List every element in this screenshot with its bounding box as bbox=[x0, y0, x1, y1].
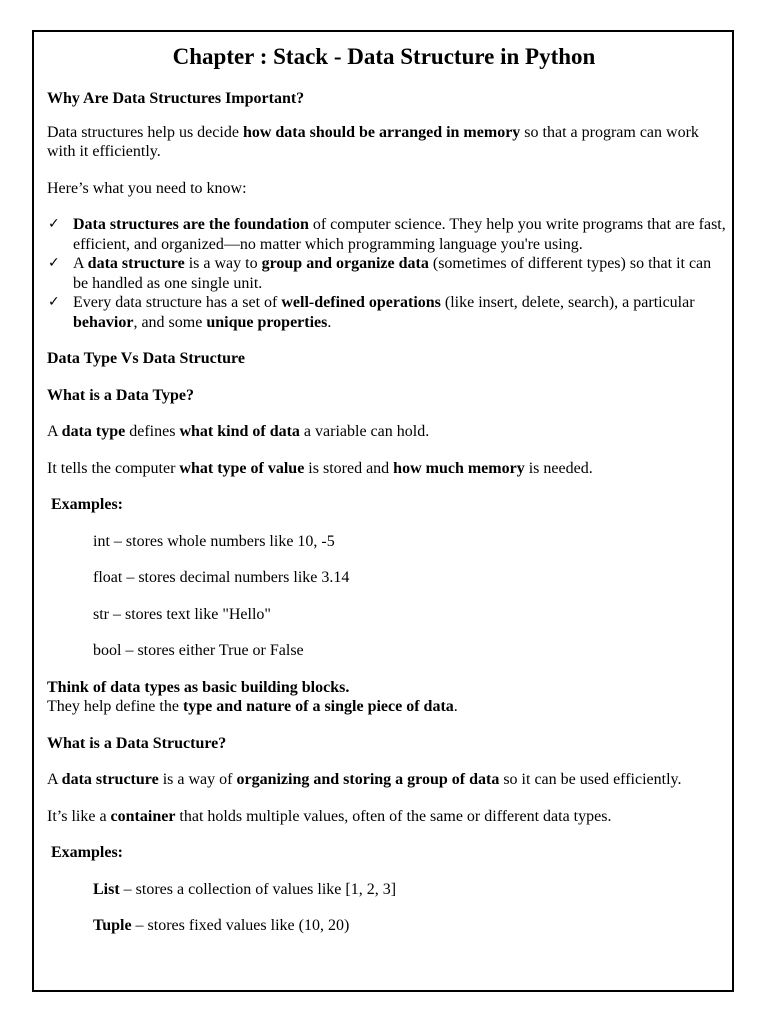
bold-text: group and organize data bbox=[261, 255, 429, 272]
bold-text: List bbox=[93, 880, 120, 898]
text-run: so that a program can work with it efficiently. bbox=[47, 123, 699, 160]
examples-label: Examples: bbox=[51, 844, 123, 861]
checklist-item-text bbox=[73, 216, 726, 253]
text-run: A bbox=[47, 771, 62, 788]
paragraph-container bbox=[47, 807, 727, 827]
example-tuple bbox=[93, 916, 727, 936]
bold-text: what kind of data bbox=[179, 423, 300, 440]
checkmark-icon: ✓ bbox=[48, 255, 60, 271]
text-run: Every data structure has a set of bbox=[73, 294, 282, 311]
bold-text: data type bbox=[61, 423, 126, 440]
text-run: A bbox=[47, 423, 62, 440]
example-int: int – stores whole numbers like 10, -5 bbox=[93, 532, 335, 550]
text-run: It tells the computer bbox=[47, 459, 180, 477]
bold-text: how much memory bbox=[393, 459, 525, 477]
example-bool: bool – stores either True or False bbox=[93, 642, 304, 659]
bold-text: Tuple bbox=[93, 917, 132, 934]
text-run: is needed. bbox=[524, 459, 593, 477]
text-run: They help define the bbox=[47, 698, 183, 715]
text-run: (like insert, delete, search), a particular bbox=[440, 294, 695, 311]
example-str: str – stores text like "Hello" bbox=[93, 605, 271, 623]
text-run: , and some bbox=[133, 313, 207, 331]
bold-text: how data should be arranged in memory bbox=[242, 123, 521, 141]
checkmark-icon: ✓ bbox=[48, 294, 60, 310]
text-run: is stored and bbox=[304, 459, 394, 477]
checklist-item bbox=[47, 293, 727, 332]
text-run: so it can be used efficiently. bbox=[499, 771, 682, 788]
paragraph-data-type-def bbox=[47, 422, 727, 442]
checkmark-icon: ✓ bbox=[48, 216, 60, 232]
text-run: that holds multiple values, often of the same or different data types. bbox=[175, 807, 612, 825]
heading-what-is-data-type: What is a Data Type? bbox=[47, 386, 194, 404]
bold-text: what type of value bbox=[179, 459, 305, 477]
heading-what-is-data-structure: What is a Data Structure? bbox=[47, 734, 227, 752]
heading-type-vs-structure: Data Type Vs Data Structure bbox=[47, 350, 245, 367]
chapter-title: Chapter : Stack - Data Structure in Python bbox=[172, 44, 596, 69]
checklist-item-text bbox=[73, 294, 695, 331]
bold-text: container bbox=[110, 807, 176, 825]
example-float: float – stores decimal numbers like 3.14 bbox=[93, 569, 350, 586]
text-run: . bbox=[453, 698, 458, 715]
paragraph-data-structure-def bbox=[47, 770, 727, 790]
text-run: Data structures help us decide bbox=[47, 123, 243, 141]
document-body bbox=[47, 43, 727, 936]
bold-text: behavior bbox=[73, 313, 134, 331]
checklist-item-text bbox=[73, 255, 711, 292]
text-run: a variable can hold. bbox=[299, 423, 430, 440]
text-run: A bbox=[73, 255, 88, 272]
examples-label: Examples: bbox=[51, 496, 123, 513]
example-list bbox=[93, 880, 727, 900]
bold-text: data structure bbox=[61, 771, 159, 788]
text-run: (sometimes of different types) so that it can be handled as one single unit. bbox=[73, 255, 712, 292]
heading-why-important: Why Are Data Structures Important? bbox=[47, 90, 305, 107]
bold-text: unique properties bbox=[206, 313, 328, 331]
bold-text: type and nature of a single piece of data bbox=[182, 698, 454, 715]
paragraph-data-type-tells bbox=[47, 459, 727, 479]
bold-text: Data structures are the foundation bbox=[73, 216, 309, 233]
text-run: is a way to bbox=[184, 255, 262, 272]
text-run: – stores fixed values like (10, 20) bbox=[131, 917, 350, 934]
checklist-item bbox=[47, 254, 727, 293]
checklist-item bbox=[47, 215, 727, 254]
text-run: is a way of bbox=[158, 771, 237, 788]
text-run: It’s like a bbox=[47, 807, 111, 825]
bold-text: organizing and storing a group of data bbox=[236, 771, 500, 788]
paragraph-intro bbox=[47, 123, 727, 162]
note-building-blocks: Think of data types as basic building blocks. bbox=[47, 678, 350, 696]
bold-text: data structure bbox=[87, 255, 185, 272]
checklist bbox=[47, 215, 727, 332]
text-run: – stores a collection of values like [1, 2, 3] bbox=[119, 880, 397, 898]
note-define-type bbox=[47, 697, 727, 717]
paragraph-need-to-know: Here’s what you need to know: bbox=[47, 179, 247, 197]
text-run: defines bbox=[125, 423, 180, 440]
text-run: of computer science. They help you write programs that are fast, efficient, and organized—no matter which programming language you're using. bbox=[73, 216, 726, 253]
text-run: . bbox=[327, 313, 332, 331]
bold-text: well-defined operations bbox=[281, 294, 441, 311]
